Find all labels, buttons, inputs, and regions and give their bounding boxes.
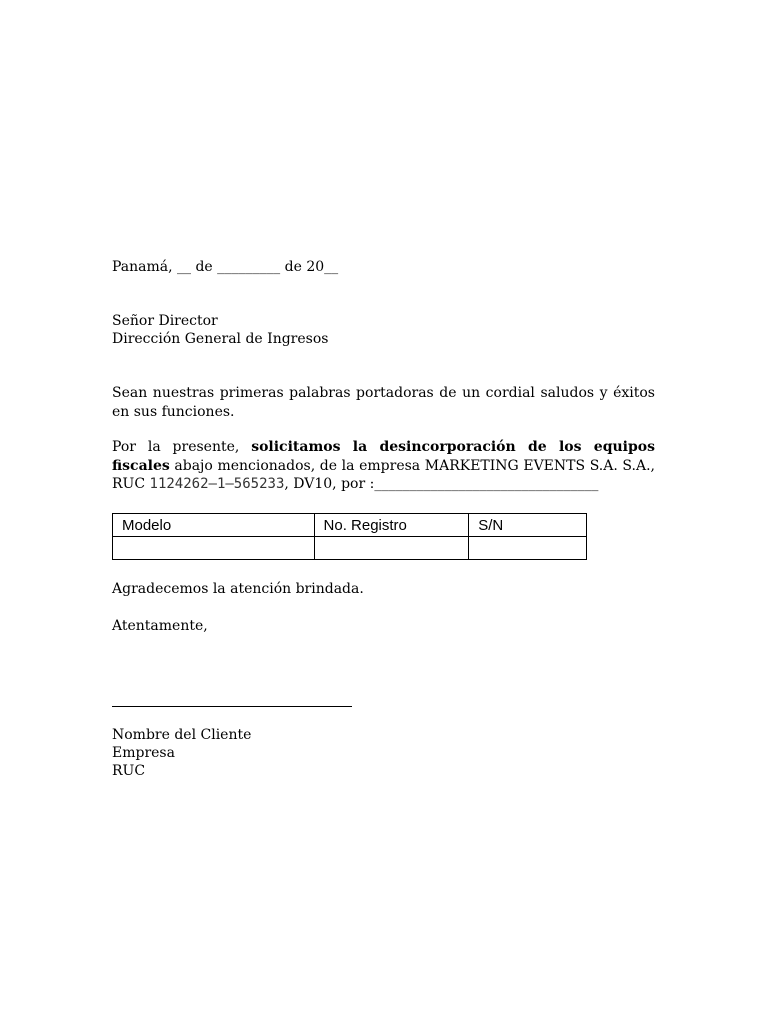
signature-line [112,706,352,707]
cell-modelo [113,537,315,560]
request-text-bold: solicitamos la desincorporación de los equipos fiscales [112,439,656,474]
cell-registro [314,537,469,560]
signature-name: Nombre del Cliente [112,727,252,743]
greeting-paragraph: Sean nuestras primeras palabras portadoras de un cordial saludos y éxitos en sus funciones. [112,385,655,420]
equipment-table [112,513,587,560]
header-modelo: Modelo [113,514,315,537]
request-text-start: Por la presente, [112,439,252,455]
header-serial: S/N [469,514,587,537]
recipient-office: Dirección General de Ingresos [112,331,329,347]
place-date-line: Panamá, __ de _________ de 20__ [112,259,339,275]
recipient-title: Señor Director [112,313,218,329]
cell-serial [469,537,587,560]
signature-ruc: RUC [112,763,146,779]
regards-line: Atentamente, [112,618,208,634]
signature-company: Empresa [112,745,175,761]
ruc-number: 1124262–1–565233 [149,476,285,492]
request-paragraph [112,438,655,494]
request-blank-line: ________________________________ [374,476,599,492]
thanks-line: Agradecemos la atención brindada. [112,581,364,597]
table-row [113,537,587,560]
header-registro: No. Registro [314,514,469,537]
request-text-end: , DV10, por : [284,476,375,492]
table-header-row [113,514,587,537]
request-text-middle: abajo mencionados, de la empresa MARKETING EVENTS S.A. S.A., RUC [112,457,655,492]
